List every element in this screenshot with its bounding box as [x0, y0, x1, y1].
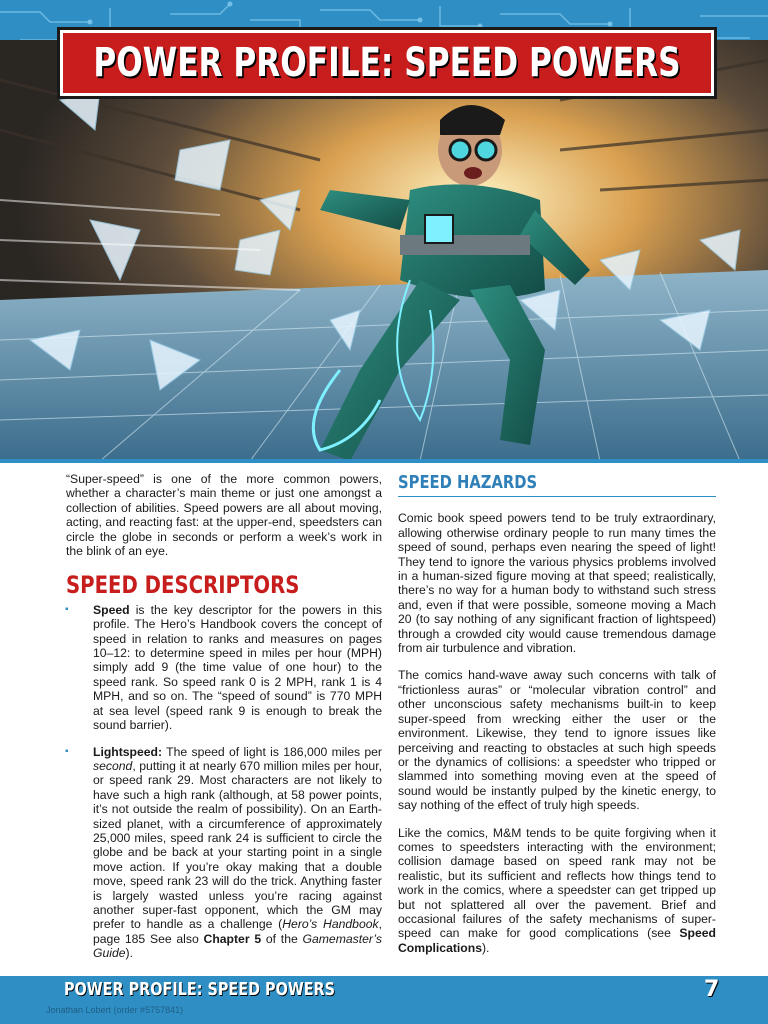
intro-paragraph: “Super-speed” is one of the more common powers, whether a character’s main theme or just one amongst a collection of abilities. Speed powers are all about moving, acting, and reacting fast: at the upper-end, speedsters can circle the globe in seconds or perform a week’s work in the blink of an eye.: [66, 472, 382, 559]
heading-rule: [398, 496, 716, 497]
hazards-paragraph-1: Comic book speed powers tend to be truly extraordinary, allowing otherwise ordinary people to run many times the speed of sound, perhaps even nearing the speed of light! They tend to ignore the various physics problems involved in a human-sized figure moving at that speed; realistically, there’s no way for a human body to withstand such stress and, even if that were possible, someone moving a Mach 20 (to say nothing of any significant fraction of lightspeed) through a crowded city would cause tremendous damage from air turbulence and vibration.: [398, 511, 716, 656]
bullet-icon: ▪: [65, 745, 69, 757]
page-title: POWER PROFILE: SPEED POWERS: [93, 40, 681, 86]
bullet-icon: ▪: [65, 603, 69, 615]
hazards-paragraph-3: Like the comics, M&M tends to be quite forgiving when it comes to speedsters interacting with the environment; collision damage based on speed rank may not be realistic, but its sufficient and reflects how things tend to work in the comics, where a speedster can get tripped up but not splattered all over the pavement. Brief and occasional failures of the safety mechanisms of super-speed can make for good complications (see Speed Complications).: [398, 825, 716, 955]
title-banner: [60, 30, 714, 96]
footer-watermark: Jonathan Lobert (order #5757841): [46, 1005, 184, 1015]
bullet-speed: ▪ Speed is the key descriptor for the powers in this profile. The Hero’s Handbook covers the concept of speed in relation to ranks and measures on pages 10–12: to determine speed in miles per hour (MPH) simply add 9 (the time value of one hour) to the speed rank. So speed rank 0 is 2 MPH, rank 1 is 4 MPH, and so on. The “speed of sound” is 770 MPH at sea level (speed rank 9 is enough to break the sound barrier).: [65, 602, 382, 733]
footer-title: POWER PROFILE: SPEED POWERS: [64, 979, 336, 1000]
speedster-artwork: [0, 40, 768, 461]
speed-hazards-heading: SPEED HAZARDS: [398, 472, 538, 493]
page-footer: [0, 976, 768, 1024]
left-column: [66, 472, 382, 973]
speed-descriptors-heading: SPEED DESCRIPTORS: [66, 571, 300, 600]
hazards-paragraph-2: The comics hand-wave away such concerns with talk of “frictionless auras” or “molecular vibration control” and other unconscious safety mechanisms built-in to keep super-speed from wrecking either the user or the environment. Likewise, they tend to ignore issues like perceiving and reacting to obstacles at such high speeds or the dynamics of collisions: a speedster who tripped or slammed into something moving even at the speed of sound would be instantly pulped by the kinetic energy, to say nothing of the effect of truly high speeds.: [398, 668, 716, 813]
bullet-lightspeed: ▪ Lightspeed: The speed of light is 186,000 miles per second, putting it at nearly 670 million miles per hour, or speed rank 29. Most characters are not likely to have such a high rank (although, at 58 power points, it’s not outside the realm of possibility). On an Earth-sized planet, with a circumference of approximately 25,000 miles, speed rank 24 is sufficient to circle the globe and be back at your starting point in a single move action. If you’re okay making that a double move, speed rank 23 will do the trick. Anything faster is largely wasted unless you’re racing against another super-fast opponent, which the GM may prefer to handle as a challenge (Hero’s Handbook, page 185 See also Chapter 5 of the Gamemaster’s Guide).: [65, 744, 382, 961]
page-number: 7: [704, 977, 720, 1002]
hero-illustration: [0, 40, 768, 461]
art-divider: [0, 459, 768, 463]
right-column: [398, 472, 716, 968]
